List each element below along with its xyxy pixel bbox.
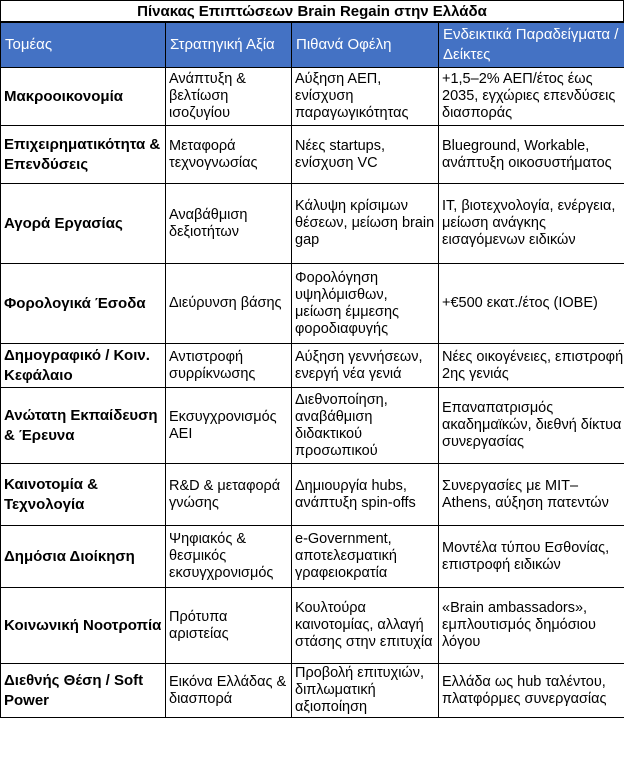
value-cell: Ψηφιακός & θεσμικός εκσυγχρονισμός bbox=[166, 526, 292, 588]
table-row bbox=[1, 664, 624, 718]
header-benefits: Πιθανά Οφέλη bbox=[292, 23, 439, 68]
sector-cell: Αγορά Εργασίας bbox=[1, 184, 166, 264]
value-cell: Αναβάθμιση δεξιοτήτων bbox=[166, 184, 292, 264]
sector-cell: Επιχειρηματικότητα & Επενδύσεις bbox=[1, 126, 166, 184]
sector-cell: Φορολογικά Έσοδα bbox=[1, 264, 166, 344]
table-row bbox=[1, 464, 624, 526]
table-row bbox=[1, 126, 624, 184]
sector-cell: Καινοτομία & Τεχνολογία bbox=[1, 464, 166, 526]
benefits-cell: Αύξηση ΑΕΠ, ενίσχυση παραγωγικότητας bbox=[292, 68, 439, 126]
sector-cell: Δημόσια Διοίκηση bbox=[1, 526, 166, 588]
value-cell: Εκσυγχρονισμός ΑΕΙ bbox=[166, 388, 292, 464]
value-cell: Πρότυπα αριστείας bbox=[166, 588, 292, 664]
benefits-cell: Κουλτούρα καινοτομίας, αλλαγή στάσης στην επιτυχία bbox=[292, 588, 439, 664]
table-row bbox=[1, 344, 624, 388]
examples-cell: IT, βιοτεχνολογία, ενέργεια, μείωση ανάγκης εισαγόμενων ειδικών bbox=[439, 184, 624, 264]
impact-table bbox=[0, 22, 624, 718]
sector-cell: Μακροοικονομία bbox=[1, 68, 166, 126]
value-cell: R&D & μεταφορά γνώσης bbox=[166, 464, 292, 526]
benefits-cell: e-Government, αποτελεσματική γραφειοκρατία bbox=[292, 526, 439, 588]
examples-cell: Ελλάδα ως hub ταλέντου, πλατφόρμες συνεργασίας bbox=[439, 664, 624, 718]
table-row bbox=[1, 588, 624, 664]
sector-cell: Διεθνής Θέση / Soft Power bbox=[1, 664, 166, 718]
examples-cell: «Brain ambassadors», εμπλουτισμός δημόσιου λόγου bbox=[439, 588, 624, 664]
value-cell: Εικόνα Ελλάδας & διασπορά bbox=[166, 664, 292, 718]
benefits-cell: Νέες startups, ενίσχυση VC bbox=[292, 126, 439, 184]
benefits-cell: Αύξηση γεννήσεων, ενεργή νέα γενιά bbox=[292, 344, 439, 388]
examples-cell: +€500 εκατ./έτος (ΙΟΒΕ) bbox=[439, 264, 624, 344]
header-row bbox=[1, 23, 624, 68]
examples-cell: +1,5–2% ΑΕΠ/έτος έως 2035, εγχώριες επενδύσεις διασποράς bbox=[439, 68, 624, 126]
value-cell: Μεταφορά τεχνογνωσίας bbox=[166, 126, 292, 184]
benefits-cell: Δημιουργία hubs, ανάπτυξη spin-offs bbox=[292, 464, 439, 526]
table-title: Πίνακας Επιπτώσεων Brain Regain στην Ελλάδα bbox=[0, 0, 624, 22]
sector-cell: Ανώτατη Εκπαίδευση & Έρευνα bbox=[1, 388, 166, 464]
examples-cell: Νέες οικογένειες, επιστροφή 2ης γενιάς bbox=[439, 344, 624, 388]
benefits-cell: Διεθνοποίηση, αναβάθμιση διδακτικού προσωπικού bbox=[292, 388, 439, 464]
examples-cell: Blueground, Workable, ανάπτυξη οικοσυστήματος bbox=[439, 126, 624, 184]
value-cell: Ανάπτυξη & βελτίωση ισοζυγίου bbox=[166, 68, 292, 126]
value-cell: Διεύρυνση βάσης bbox=[166, 264, 292, 344]
header-sector: Τομέας bbox=[1, 23, 166, 68]
table-row bbox=[1, 526, 624, 588]
sector-cell: Δημογραφικό / Κοιν. Κεφάλαιο bbox=[1, 344, 166, 388]
header-strategic-value: Στρατηγική Αξία bbox=[166, 23, 292, 68]
examples-cell: Μοντέλα τύπου Εσθονίας, επιστροφή ειδικών bbox=[439, 526, 624, 588]
header-examples: Ενδεικτικά Παραδείγματα / Δείκτες bbox=[439, 23, 624, 68]
benefits-cell: Κάλυψη κρίσιμων θέσεων, μείωση brain gap bbox=[292, 184, 439, 264]
examples-cell: Επαναπατρισμός ακαδημαϊκών, διεθνή δίκτυα συνεργασίας bbox=[439, 388, 624, 464]
table-row bbox=[1, 388, 624, 464]
value-cell: Αντιστροφή συρρίκνωσης bbox=[166, 344, 292, 388]
benefits-cell: Φορολόγηση υψηλόμισθων, μείωση έμμεσης φοροδιαφυγής bbox=[292, 264, 439, 344]
sector-cell: Κοινωνική Νοοτροπία bbox=[1, 588, 166, 664]
table-row bbox=[1, 264, 624, 344]
table-row bbox=[1, 68, 624, 126]
table-row bbox=[1, 184, 624, 264]
benefits-cell: Προβολή επιτυχιών, διπλωματική αξιοποίηση bbox=[292, 664, 439, 718]
examples-cell: Συνεργασίες με MIT–Athens, αύξηση πατεντών bbox=[439, 464, 624, 526]
